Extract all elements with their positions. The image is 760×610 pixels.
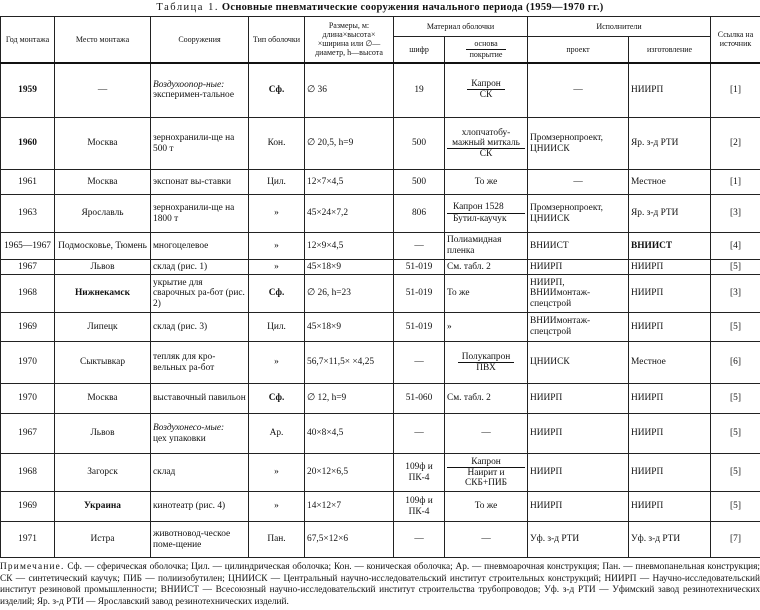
table-row <box>1 118 760 170</box>
cell-structure: зернохранили-ще на 500 т <box>151 118 249 170</box>
cell-project: ВНИИСТ <box>528 233 629 260</box>
structure-text: цех упаковки <box>153 433 206 444</box>
cell-material: См. табл. 2 <box>445 384 528 414</box>
header-material-base: основа <box>466 39 507 50</box>
table-row <box>1 414 760 454</box>
cell-code: — <box>394 342 445 384</box>
cell-manufacture: НИИРП <box>629 260 711 275</box>
table-row <box>1 384 760 414</box>
cell-shell: Ар. <box>249 414 305 454</box>
structure-text: эксперимен-тальное <box>153 90 235 101</box>
table-row <box>1 63 760 118</box>
cell-ref: [5] <box>711 414 760 454</box>
cell-ref: [1] <box>711 170 760 195</box>
cell-structure: склад (рис. 3) <box>151 313 249 342</box>
cell-structure: животновод-ческое поме-щение <box>151 522 249 558</box>
cell-manufacture: НИИРП <box>629 63 711 118</box>
cell-material: То же <box>445 492 528 522</box>
cell-material: — <box>445 522 528 558</box>
cell-dims: ∅ 12, h=9 <box>305 384 394 414</box>
header-dims: Размеры, м: длина×высота× ×ширина или ∅—диаметр, h—высота <box>305 17 394 63</box>
cell-year: 1967 <box>1 260 55 275</box>
cell-project: Промзернопроект, ЦНИИСК <box>528 118 629 170</box>
header-shell: Тип оболочки <box>249 17 305 63</box>
table-row <box>1 170 760 195</box>
cell-code: 19 <box>394 63 445 118</box>
cell-project: — <box>528 170 629 195</box>
cell-code: — <box>394 522 445 558</box>
cell-dims: 12×7×4,5 <box>305 170 394 195</box>
header-structure: Сооружения <box>151 17 249 63</box>
cell-dims: 45×18×9 <box>305 313 394 342</box>
cell-manufacture: Яр. з-д РТИ <box>629 195 711 233</box>
table-row <box>1 522 760 558</box>
cell-project: ВНИИмонтаж-спецстрой <box>528 313 629 342</box>
cell-code: — <box>394 233 445 260</box>
cell-structure: выставочный павильон <box>151 384 249 414</box>
cell-shell: » <box>249 260 305 275</box>
cell-code: 51-019 <box>394 260 445 275</box>
material-base: Капрон <box>467 79 505 90</box>
cell-shell: » <box>249 454 305 492</box>
table-row <box>1 342 760 384</box>
cell-place: Загорск <box>55 454 151 492</box>
cell-manufacture: ВНИИСТ <box>629 233 711 260</box>
cell-year: 1968 <box>1 275 55 313</box>
cell-dims: 56,7×11,5× ×4,25 <box>305 342 394 384</box>
material-fraction <box>447 457 525 488</box>
cell-year: 1961 <box>1 170 55 195</box>
table-row <box>1 454 760 492</box>
cell-structure: укрытие для сварочных ра-бот (рис. 2) <box>151 275 249 313</box>
cell-dims: ∅ 20,5, h=9 <box>305 118 394 170</box>
cell-ref: [5] <box>711 260 760 275</box>
cell-dims: 67,5×12×6 <box>305 522 394 558</box>
cell-project: Промзернопроект, ЦНИИСК <box>528 195 629 233</box>
header-material-code: шифр <box>394 37 445 63</box>
cell-shell: Сф. <box>249 63 305 118</box>
cell-shell: Сф. <box>249 384 305 414</box>
cell-manufacture: НИИРП <box>629 414 711 454</box>
table-row <box>1 275 760 313</box>
cell-material <box>445 454 528 492</box>
cell-material: То же <box>445 275 528 313</box>
table-row <box>1 195 760 233</box>
cell-place: Москва <box>55 170 151 195</box>
header-material-cover: покрытие <box>469 49 503 59</box>
cell-structure: склад (рис. 1) <box>151 260 249 275</box>
cell-structure: многоцелевое <box>151 233 249 260</box>
cell-year: 1959 <box>1 63 55 118</box>
cell-place: Москва <box>55 384 151 414</box>
cell-place: Нижнекамск <box>55 275 151 313</box>
cell-manufacture: НИИРП <box>629 492 711 522</box>
cell-manufacture: НИИРП <box>629 275 711 313</box>
cell-place: — <box>55 63 151 118</box>
material-fraction <box>458 352 515 373</box>
cell-year: 1970 <box>1 384 55 414</box>
cell-shell: Цил. <box>249 313 305 342</box>
cell-ref: [3] <box>711 195 760 233</box>
cell-shell: Сф. <box>249 275 305 313</box>
cell-place: Сыктывкар <box>55 342 151 384</box>
cell-material: Полиамидная пленка <box>445 233 528 260</box>
cell-dims: 45×18×9 <box>305 260 394 275</box>
cell-shell: » <box>249 195 305 233</box>
cell-year: 1967 <box>1 414 55 454</box>
material-cover: ПВХ <box>476 362 496 373</box>
cell-year: 1971 <box>1 522 55 558</box>
cell-dims: 45×24×7,2 <box>305 195 394 233</box>
header-material: Материал оболочки <box>394 17 528 37</box>
cell-project: НИИРП <box>528 384 629 414</box>
cell-code: 500 <box>394 118 445 170</box>
structure-type-label: Воздухонесо-мые: <box>153 422 225 433</box>
cell-material <box>445 342 528 384</box>
cell-material: » <box>445 313 528 342</box>
cell-project: ЦНИИСК <box>528 342 629 384</box>
cell-place: Подмосковье, Тюмень <box>55 233 151 260</box>
cell-structure <box>151 63 249 118</box>
cell-structure <box>151 414 249 454</box>
cell-dims: 12×9×4,5 <box>305 233 394 260</box>
cell-material: — <box>445 414 528 454</box>
cell-project: НИИРП <box>528 414 629 454</box>
cell-manufacture: Местное <box>629 342 711 384</box>
table-caption <box>0 2 760 13</box>
cell-manufacture: Яр. з-д РТИ <box>629 118 711 170</box>
cell-ref: [5] <box>711 454 760 492</box>
cell-ref: [3] <box>711 275 760 313</box>
header-base-cover-fraction <box>466 39 507 60</box>
cell-year: 1963 <box>1 195 55 233</box>
cell-shell: Цил. <box>249 170 305 195</box>
header-place: Место монтажа <box>55 17 151 63</box>
cell-project: — <box>528 63 629 118</box>
material-cover: СК <box>479 148 493 159</box>
cell-project: Уф. з-д РТИ <box>528 522 629 558</box>
header-material-base-cover <box>445 37 528 63</box>
cell-material <box>445 118 528 170</box>
cell-ref: [6] <box>711 342 760 384</box>
table-notes <box>0 562 760 608</box>
cell-code: 51-060 <box>394 384 445 414</box>
cell-year: 1969 <box>1 492 55 522</box>
material-fraction <box>447 128 525 159</box>
cell-manufacture: Местное <box>629 170 711 195</box>
cell-place: Истра <box>55 522 151 558</box>
caption-title: Основные пневматические сооружения начального периода (1959—1970 гг.) <box>221 2 604 13</box>
cell-place: Львов <box>55 260 151 275</box>
cell-project: НИИРП <box>528 260 629 275</box>
cell-ref: [4] <box>711 233 760 260</box>
cell-shell: » <box>249 342 305 384</box>
cell-code: — <box>394 414 445 454</box>
cell-dims: 14×12×7 <box>305 492 394 522</box>
cell-dims: ∅ 26, h=23 <box>305 275 394 313</box>
cell-ref: [5] <box>711 492 760 522</box>
cell-code: 51-019 <box>394 313 445 342</box>
table-row <box>1 260 760 275</box>
material-fraction <box>467 79 505 100</box>
cell-code: 806 <box>394 195 445 233</box>
notes-text: Сф. — сферическая оболочка; Цил. — цилиндрическая оболочка; Кон. — коническая оболочка; Ар. — пневмоарочная конструкция; Пан. — пневмопанельная конструкция; СК — синтетический каучук; ПИБ — полиизобутилен; ЦНИИСК — Центральный научно-исследовательский институт строительных конструкций; НИИРП — Научно-исследовательский институт резиновой промышленности; ВНИИСТ — Всесоюзный научно-исследовательский институт строительства трубопроводов; Уф. з-д РТИ — Уфимский завод резинотехнических изделий; Яр. з-д РТИ — Ярославский завод резинотехнических изделий. <box>0 562 760 607</box>
caption-label: Таблица 1. <box>156 2 219 13</box>
cell-shell: » <box>249 233 305 260</box>
cell-shell: » <box>249 492 305 522</box>
cell-year: 1970 <box>1 342 55 384</box>
cell-ref: [5] <box>711 313 760 342</box>
cell-manufacture: НИИРП <box>629 313 711 342</box>
cell-code: 109ф и ПК-4 <box>394 492 445 522</box>
cell-place: Львов <box>55 414 151 454</box>
cell-manufacture: НИИРП <box>629 384 711 414</box>
cell-manufacture: НИИРП <box>629 454 711 492</box>
cell-ref: [1] <box>711 63 760 118</box>
cell-place: Украина <box>55 492 151 522</box>
cell-manufacture: Уф. з-д РТИ <box>629 522 711 558</box>
cell-structure: экспонат вы-ставки <box>151 170 249 195</box>
cell-dims: 40×8×4,5 <box>305 414 394 454</box>
cell-year: 1960 <box>1 118 55 170</box>
structures-table <box>0 16 760 558</box>
cell-dims: 20×12×6,5 <box>305 454 394 492</box>
cell-place: Москва <box>55 118 151 170</box>
header-project: проект <box>528 37 629 63</box>
cell-code: 500 <box>394 170 445 195</box>
table-row <box>1 492 760 522</box>
cell-ref: [2] <box>711 118 760 170</box>
header-performers: Исполнители <box>528 17 711 37</box>
cell-shell: Кон. <box>249 118 305 170</box>
table-row <box>1 313 760 342</box>
cell-material <box>445 195 528 233</box>
structure-type-label: Воздухоопор-ные: <box>153 79 225 90</box>
cell-structure: тепляк для кро-вельных ра-бот <box>151 342 249 384</box>
material-base: Капрон 1528 <box>447 202 525 214</box>
material-cover: Наирит и СКБ+ПИБ <box>464 467 508 488</box>
table-row <box>1 233 760 260</box>
cell-code: 51-019 <box>394 275 445 313</box>
cell-material <box>445 63 528 118</box>
cell-ref: [5] <box>711 384 760 414</box>
cell-project: НИИРП, ВНИИмонтаж-спецстрой <box>528 275 629 313</box>
material-base: Капрон <box>447 457 525 468</box>
cell-code: 109ф и ПК-4 <box>394 454 445 492</box>
material-base: хлопчатобу-мажный миткаль <box>447 128 525 149</box>
cell-place: Липецк <box>55 313 151 342</box>
header-ref: Ссылка на источник <box>711 17 760 63</box>
cell-structure: склад <box>151 454 249 492</box>
cell-material: См. табл. 2 <box>445 260 528 275</box>
cell-structure: кинотеатр (рис. 4) <box>151 492 249 522</box>
cell-project: НИИРП <box>528 492 629 522</box>
material-base: Полукапрон <box>458 352 515 363</box>
cell-project: НИИРП <box>528 454 629 492</box>
cell-material: То же <box>445 170 528 195</box>
material-cover: СК <box>479 90 493 101</box>
material-cover: Бутил-каучук <box>453 214 507 224</box>
cell-year: 1965—1967 <box>1 233 55 260</box>
cell-shell: Пан. <box>249 522 305 558</box>
cell-structure: зернохранили-ще на 1800 т <box>151 195 249 233</box>
header-year: Год монтажа <box>1 17 55 63</box>
cell-place: Ярославль <box>55 195 151 233</box>
header-manufacture: изготовление <box>629 37 711 63</box>
cell-dims: ∅ 36 <box>305 63 394 118</box>
notes-label: Примечание. <box>0 562 65 572</box>
cell-ref: [7] <box>711 522 760 558</box>
cell-year: 1968 <box>1 454 55 492</box>
cell-year: 1969 <box>1 313 55 342</box>
